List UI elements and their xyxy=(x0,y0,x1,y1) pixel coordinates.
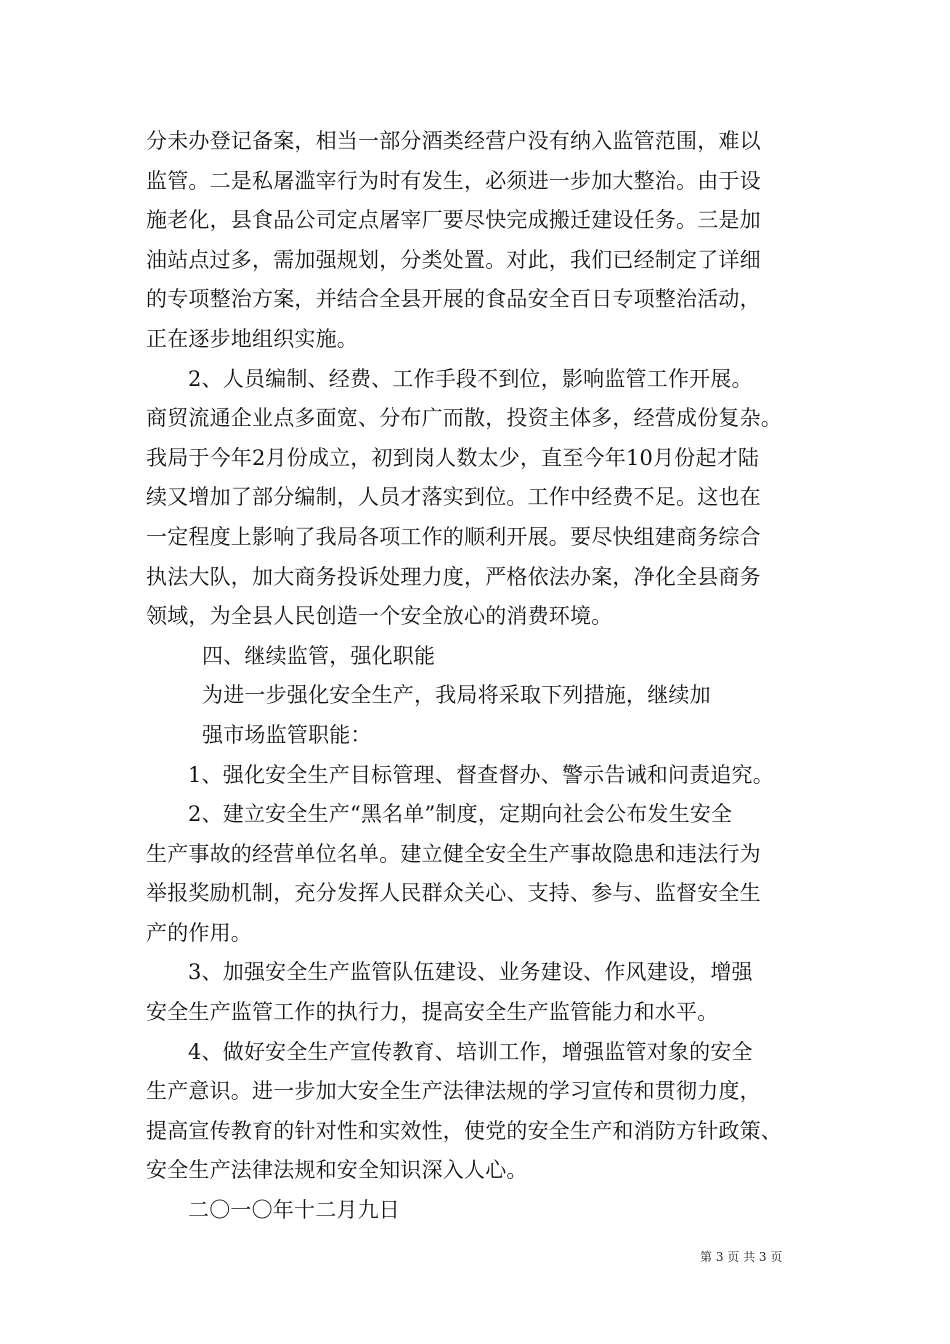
paragraph-heading: 2、人员编制、经费、工作手段不到位，影响监管工作开展。 xyxy=(188,366,753,391)
text-line: 分未办登记备案，相当一部分酒类经营户没有纳入监管范围，难以 xyxy=(146,129,761,153)
text-line: 产的作用。 xyxy=(146,920,252,945)
text-line: 举报奖励机制，充分发挥人民群众关心、支持、参与、监督安全生 xyxy=(146,881,761,906)
text-line: 的专项整治方案，并结合全县开展的食品安全百日专项整治活动， xyxy=(146,287,761,312)
text-line: 安全生产法律法规和安全知识深入人心。 xyxy=(146,1158,528,1183)
text-line: 生产事故的经营单位名单。建立健全安全生产事故隐患和违法行为 xyxy=(146,841,761,866)
list-item: 3、加强安全生产监管队伍建设、业务建设、作风建设，增强 xyxy=(188,960,753,985)
text-line: 监管。二是私屠滥宰行为时有发生，必须进一步加大整治。由于设 xyxy=(146,168,761,193)
text-line: 生产意识。进一步加大安全生产法律法规的学习宣传和贯彻力度， xyxy=(146,1079,761,1104)
list-item: 4、做好安全生产宣传教育、培训工作，增强监管对象的安全 xyxy=(188,1039,753,1064)
text-line: 一定程度上影响了我局各项工作的顺利开展。要尽快组建商务综合 xyxy=(146,524,761,549)
text-line: 正在逐步地组织实施。 xyxy=(146,326,358,351)
text-line: 执法大队，加大商务投诉处理力度，严格依法办案，净化全县商务 xyxy=(146,564,761,589)
text-line: 续又增加了部分编制，人员才落实到位。工作中经费不足。这也在 xyxy=(146,485,761,510)
text-line: 强市场监管职能： xyxy=(202,722,372,747)
text-line: 油站点过多，需加强规划，分类处置。对此，我们已经制定了详细 xyxy=(146,247,761,272)
text-line: 商贸流通企业点多面宽、分布广而散，投资主体多，经营成份复杂。 xyxy=(146,406,782,431)
text-line: 领域，为全县人民创造一个安全放心的消费环境。 xyxy=(146,604,613,629)
list-item: 1、强化安全生产目标管理、督查督办、警示告诫和问责追究。 xyxy=(188,762,774,787)
document-body xyxy=(146,122,826,1231)
text-line: 施老化，县食品公司定点屠宰厂要尽快完成搬迁建设任务。三是加 xyxy=(146,208,761,233)
text-line: 为进一步强化安全生产，我局将采取下列措施，继续加 xyxy=(202,683,711,708)
page-number-footer: 第 3 页 共 3 页 xyxy=(700,1250,783,1264)
text-line: 我局于今年2月份成立，初到岗人数太少，直至今年10月份起才陆 xyxy=(146,445,760,470)
text-line: 提高宣传教育的针对性和实效性，使党的安全生产和消防方针政策、 xyxy=(146,1118,782,1143)
text-line: 安全生产监管工作的执行力，提高安全生产监管能力和水平。 xyxy=(146,1000,719,1025)
list-item: 2、建立安全生产“黑名单”制度，定期向社会公布发生安全 xyxy=(188,802,733,827)
section-heading: 四、继续监管，强化职能 xyxy=(202,643,436,668)
document-date: 二〇一〇年十二月九日 xyxy=(188,1198,400,1223)
